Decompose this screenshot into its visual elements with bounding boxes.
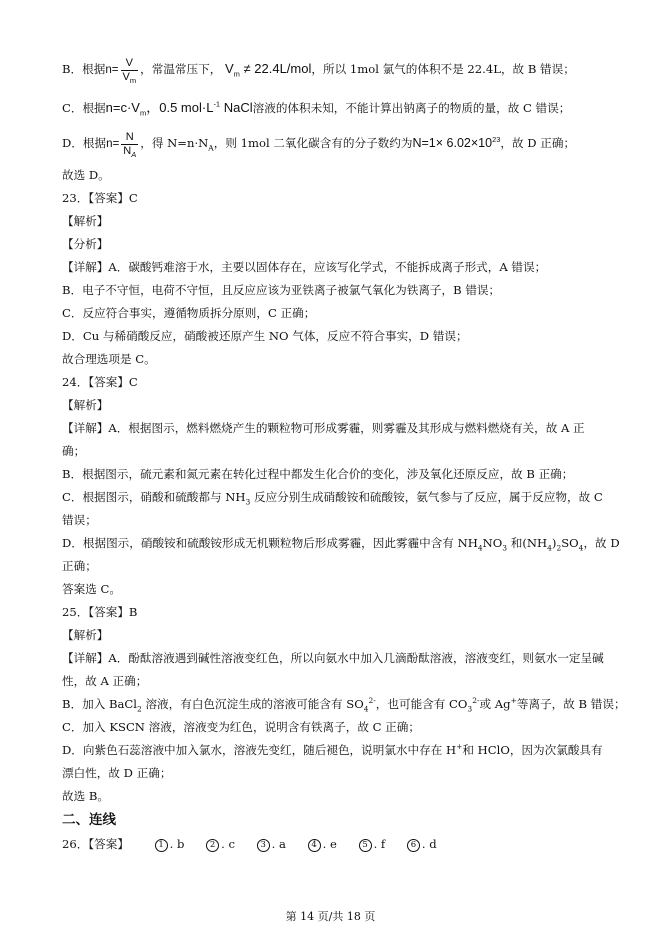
circled-number: 3 (257, 839, 270, 852)
text: 溶液，有白色沉淀生成的溶液可能含有 SO (141, 697, 364, 711)
sub: 4 (578, 543, 584, 553)
answer-value: . a (271, 837, 286, 851)
sub: A (208, 143, 214, 153)
answer-26 (62, 836, 621, 852)
text: B．根据 (62, 62, 106, 76)
conc-value: ，0.5 mol·L (146, 100, 214, 115)
text-line: B．根据图示，硫元素和氮元素在转化过程中都发生化合价的变化，涉及氧化还原反应，故 B 正确； (62, 467, 574, 481)
text-line (62, 535, 621, 551)
fraction-n-over-na (121, 131, 138, 158)
numerator: V (121, 57, 139, 71)
text: 和(NH (507, 536, 548, 550)
section-heading: 二、连线 (62, 812, 116, 828)
answer-23: 23．【答案】C (62, 191, 138, 205)
avogadro-value (412, 136, 500, 150)
answer-item (257, 836, 286, 852)
option-d-explanation (62, 128, 621, 159)
sub: 3 (245, 497, 251, 507)
answer-24: 24．【答案】C (62, 375, 138, 389)
circled-number: 4 (308, 839, 321, 852)
text: 或 Ag (479, 697, 511, 711)
nacl: NaCl (220, 100, 253, 115)
text-line: C．加入 KSCN 溶液，溶液变为红色，说明含有铁离子，故 C 正确； (62, 720, 420, 734)
text-line: 【详解】A．碳酸钙难溶于水，主要以固体存在，应该写化学式，不能拆成离子形式，A 错误； (62, 260, 547, 274)
answer-value: . b (169, 837, 185, 851)
text: D．根据 (62, 136, 107, 150)
concentration (146, 100, 252, 115)
text-line: 错误； (62, 513, 97, 527)
formula: n=c·V (105, 100, 140, 115)
text-line (62, 696, 626, 714)
analysis-label: 【解析】 (62, 214, 109, 228)
text-line (62, 489, 621, 505)
vm-sub: m (233, 69, 240, 79)
text: ，常温常压下， (140, 62, 222, 76)
formula-n: n= (105, 63, 119, 76)
den-sub: m (129, 75, 137, 85)
text: ，故 D 正确； (500, 136, 576, 150)
answer-value: . e (322, 837, 337, 851)
text: C．根据图示，硝酸和硫酸都与 NH (62, 490, 246, 504)
option-c-explanation (62, 100, 621, 116)
value: N=1× 6.02×10 (412, 136, 493, 150)
answer-25: 25．【答案】B (62, 605, 138, 619)
text: D．向紫色石蕊溶液中加入氯水，溶液先变红，随后褪色，说明氯水中存在 H (62, 743, 457, 757)
page-footer: 第 14 页/共 18 页 (285, 910, 376, 923)
text: ，也可能含有 CO (375, 697, 468, 711)
text-line: 确； (62, 444, 86, 458)
text: 和 HClO，因为次氯酸具有 (462, 743, 603, 757)
answer-value: . c (221, 837, 235, 851)
answer-value: . d (421, 837, 437, 851)
text: ，所以 1mol 氯气的体积不是 22.4L，故 B 错误； (311, 62, 575, 76)
text: SO (561, 536, 579, 550)
sup: + (456, 742, 463, 752)
sub: 4 (547, 543, 552, 553)
analysis-label: 【分析】 (62, 237, 109, 251)
denominator (121, 71, 139, 84)
answer-item (308, 836, 337, 852)
text: D．根据图示，硝酸铵和硫酸铵形成无机颗粒物后形成雾霾，因此雾霾中含有 NH (62, 536, 478, 550)
fraction-v-over-vm (121, 57, 139, 84)
text: 溶液的体积未知，不能计算出钠离子的物质的量，故 C 错误； (252, 101, 571, 115)
den-text: N (123, 144, 132, 157)
text-line (62, 742, 621, 758)
vm-symbol (224, 61, 312, 79)
sub: 3 (502, 543, 508, 553)
text-line: 故选 D。 (62, 168, 110, 182)
sub: m (139, 108, 147, 118)
answer-label: 26．【答案】 (62, 837, 129, 851)
text: NO (482, 536, 503, 550)
text: ) (551, 536, 557, 550)
sup: -1 (213, 99, 221, 109)
text-line: B．电子不守恒，电荷不守恒，且反应应该为亚铁离子被氯气氧化为铁离子，B 错误； (62, 283, 501, 297)
numerator: N (121, 131, 138, 145)
analysis-label: 【解析】 (62, 398, 109, 412)
text-line: 性，故 A 正确； (62, 674, 148, 688)
circled-number: 1 (155, 839, 168, 852)
text: ，得 N=n·N (140, 136, 209, 150)
den-sub: A (131, 149, 137, 159)
den-text: V (122, 70, 130, 83)
text-line: 正确； (62, 559, 97, 573)
answer-item (407, 836, 437, 852)
text-line: 【详解】A．根据图示，燃料燃烧产生的颗粒物可形成雾霾，则雾霾及其形成与燃料燃烧有关，故 A 正 (62, 421, 585, 435)
text-line: 故合理选项是 C。 (62, 352, 156, 366)
sup: 23 (492, 134, 501, 144)
text-line: 漂白性，故 D 正确； (62, 766, 172, 780)
vm: V (224, 61, 234, 76)
text-line: D．Cu 与稀硝酸反应，硝酸被还原产生 NO 气体，反应不符合事实，D 错误； (62, 329, 468, 343)
text: B．加入 BaCl (62, 697, 137, 711)
answer-value: . f (373, 837, 386, 851)
text-line: 故选 B。 (62, 789, 109, 803)
text: ，则 1mol 二氧化碳含有的分子数约为 (213, 136, 413, 150)
text: 等离子，故 B 错误； (516, 697, 626, 711)
option-b-explanation (62, 56, 621, 84)
text: ，故 D (583, 536, 620, 550)
circled-number: 6 (407, 839, 420, 852)
formula-ncv (105, 100, 147, 118)
denominator (121, 145, 138, 158)
circled-number: 5 (359, 839, 372, 852)
circled-number: 2 (206, 839, 219, 852)
text: C．根据 (62, 101, 106, 115)
answer-item (155, 836, 185, 852)
answer-item (206, 836, 235, 852)
formula-n: n= (106, 137, 120, 150)
sub: 4 (363, 704, 369, 714)
sup: + (510, 696, 517, 706)
sup: 2- (472, 696, 480, 706)
sub: 3 (467, 704, 473, 714)
text: 反应分别生成硝酸铵和硫酸铵，氨气参与了反应，属于反应物，故 C (250, 490, 603, 504)
text-line: C．反应符合事实，遵循物质拆分原则，C 正确； (62, 306, 316, 320)
sub: 2 (137, 704, 142, 714)
sub: 2 (556, 543, 562, 553)
sub: 4 (477, 543, 483, 553)
text-line: 【详解】A．酚酞溶液遇到碱性溶液变红色，所以向氨水中加入几滴酚酞溶液，溶液变红，则氨水一定呈碱 (62, 651, 604, 665)
answer-item (359, 836, 386, 852)
text-line: 答案选 C。 (62, 582, 121, 596)
analysis-label: 【解析】 (62, 628, 109, 642)
sup: 2- (368, 696, 376, 706)
vm-value: ≠ 22.4L/mol (243, 61, 312, 76)
